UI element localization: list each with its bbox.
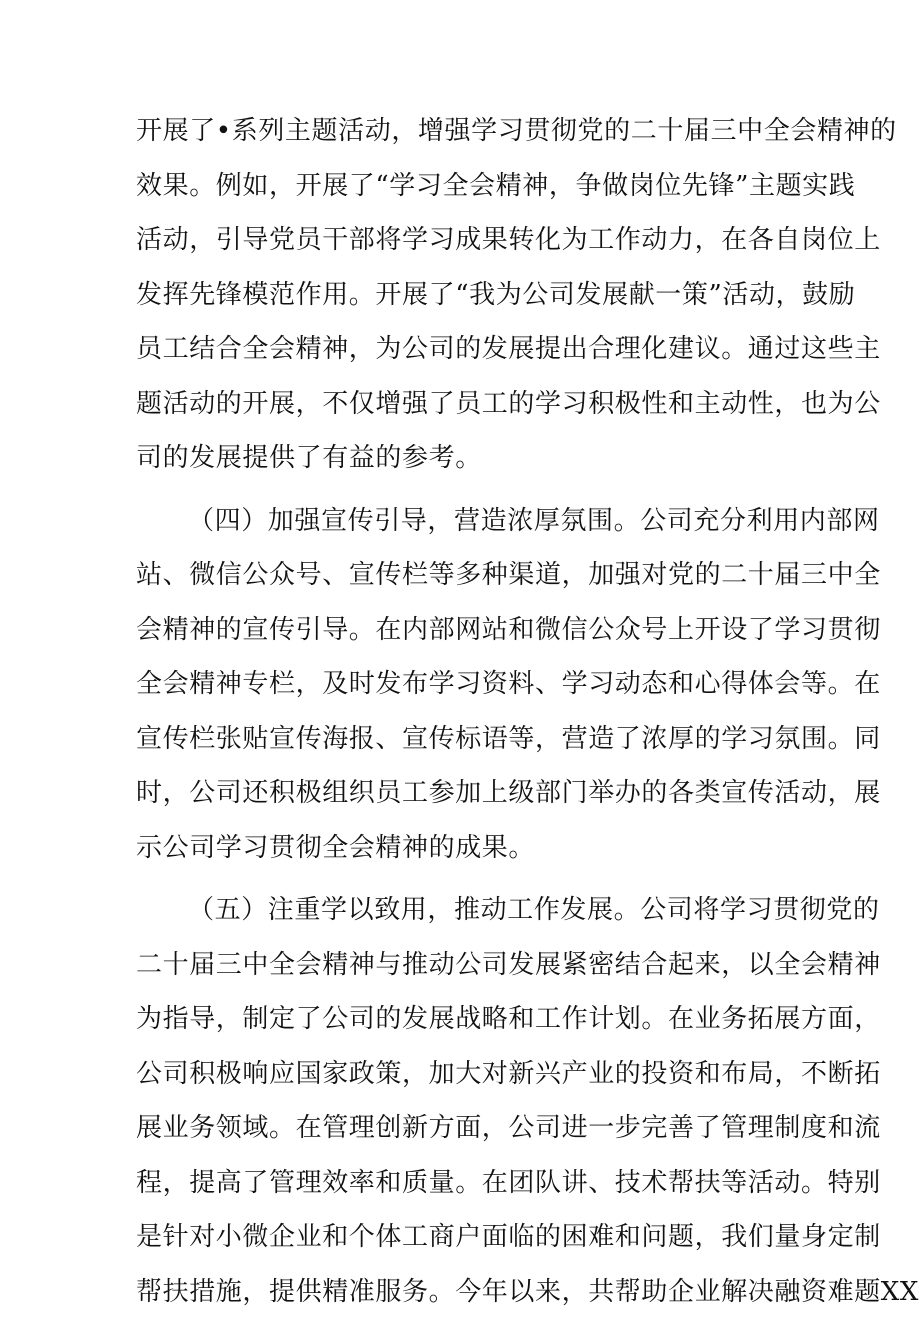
text-line: 题活动的开展，不仅增强了员工的学习积极性和主动性，也为公 <box>136 377 796 432</box>
text-line: 全会精神专栏，及时发布学习资料、学习动态和心得体会等。在 <box>136 657 796 712</box>
document-body <box>136 104 796 1319</box>
text-line: 效果。例如，开展了“学习全会精神，争做岗位先锋”主题实践 <box>136 159 796 214</box>
text-line: 帮扶措施，提供精准服务。今年以来，共帮助企业解决融资难题XX <box>136 1265 796 1319</box>
paragraph-activities <box>136 104 796 486</box>
paragraph-gap <box>136 486 796 494</box>
text-line: 开展了•系列主题活动，增强学习贯彻党的二十届三中全会精神的 <box>136 104 796 159</box>
text-line: （五）注重学以致用，推动工作发展。公司将学习贯彻党的 <box>136 883 796 938</box>
text-line: 发挥先锋模范作用。开展了“我为公司发展献一策”活动，鼓励 <box>136 268 796 323</box>
text-line: 员工结合全会精神，为公司的发展提出合理化建议。通过这些主 <box>136 322 796 377</box>
paragraph-application <box>136 883 796 1319</box>
text-line: 程，提高了管理效率和质量。在团队讲、技术帮扶等活动。特别 <box>136 1156 796 1211</box>
text-line: 是针对小微企业和个体工商户面临的困难和问题，我们量身定制 <box>136 1210 796 1265</box>
text-line: 示公司学习贯彻全会精神的成果。 <box>136 821 796 876</box>
paragraph-publicity <box>136 494 796 876</box>
text-line: 宣传栏张贴宣传海报、宣传标语等，营造了浓厚的学习氛围。同 <box>136 712 796 767</box>
text-line: 会精神的宣传引导。在内部网站和微信公众号上开设了学习贯彻 <box>136 603 796 658</box>
text-line: 二十届三中全会精神与推动公司发展紧密结合起来，以全会精神 <box>136 938 796 993</box>
text-line: 展业务领域。在管理创新方面，公司进一步完善了管理制度和流 <box>136 1101 796 1156</box>
text-line: （四）加强宣传引导，营造浓厚氛围。公司充分利用内部网 <box>136 494 796 549</box>
text-line: 时，公司还积极组织员工参加上级部门举办的各类宣传活动，展 <box>136 766 796 821</box>
text-line: 为指导，制定了公司的发展战略和工作计划。在业务拓展方面， <box>136 992 796 1047</box>
text-line: 站、微信公众号、宣传栏等多种渠道，加强对党的二十届三中全 <box>136 548 796 603</box>
text-line: 司的发展提供了有益的参考。 <box>136 431 796 486</box>
paragraph-gap <box>136 875 796 883</box>
text-line: 公司积极响应国家政策，加大对新兴产业的投资和布局，不断拓 <box>136 1047 796 1102</box>
text-line: 活动，引导党员干部将学习成果转化为工作动力，在各自岗位上 <box>136 213 796 268</box>
